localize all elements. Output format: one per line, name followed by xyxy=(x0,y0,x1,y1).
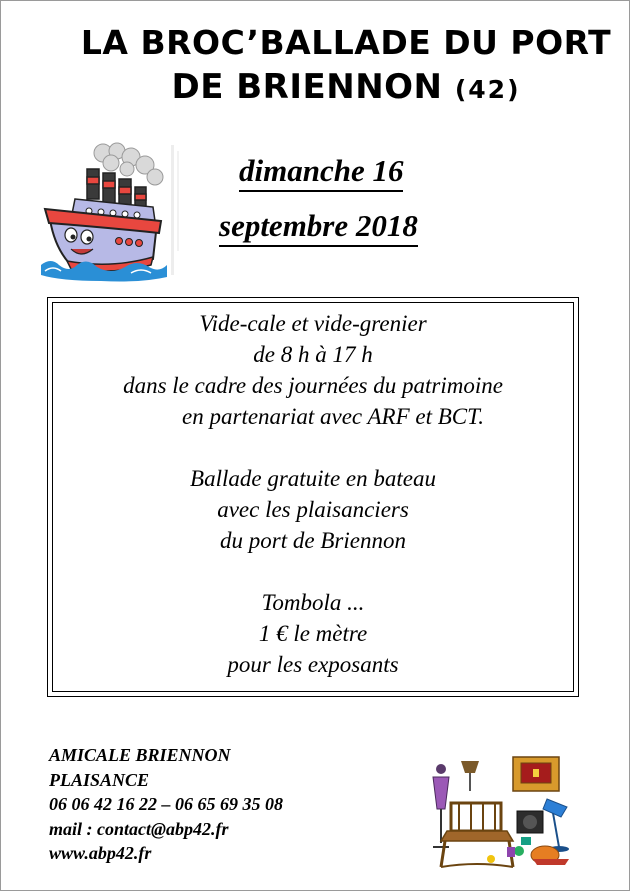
organization-name-line2: PLAISANCE xyxy=(49,769,150,790)
event-title-line2 xyxy=(1,67,630,107)
phone-numbers: 06 06 42 16 22 – 06 65 69 35 08 xyxy=(49,794,283,814)
event-date-line1: dimanche 16 xyxy=(239,153,403,192)
details-line: dans le cadre des journées du patrimoine xyxy=(123,373,503,398)
event-title-department: (42) xyxy=(454,75,521,104)
details-line: en partenariat avec ARF et BCT. xyxy=(182,404,484,429)
details-line: pour les exposants xyxy=(227,652,399,677)
organization-name: AMICALE BRIENNON xyxy=(49,745,231,765)
details-box xyxy=(47,297,579,697)
details-line: du port de Briennon xyxy=(220,528,406,553)
cartoon-ship-icon xyxy=(41,141,181,283)
website-link: www.abp42.fr xyxy=(49,843,152,863)
event-title-line1: LA BROC’BALLADE DU PORT xyxy=(80,23,612,62)
details-text xyxy=(48,308,578,680)
event-date-line2: septembre 2018 xyxy=(219,208,418,247)
details-line: Ballade gratuite en bateau xyxy=(190,466,436,491)
details-line: 1 € le mètre xyxy=(258,621,368,646)
details-line: Vide-cale et vide-grenier xyxy=(199,311,427,336)
details-line: Tombola ... xyxy=(261,590,365,615)
details-line: de 8 h à 17 h xyxy=(253,342,373,367)
contact-block xyxy=(49,743,283,866)
contact-email: mail : contact@abp42.fr xyxy=(49,818,229,839)
brocante-items-icon xyxy=(421,751,581,871)
details-line: avec les plaisanciers xyxy=(217,497,409,522)
details-spacer xyxy=(48,432,578,463)
details-spacer xyxy=(48,556,578,587)
event-title-town: DE BRIENNON xyxy=(171,67,443,107)
